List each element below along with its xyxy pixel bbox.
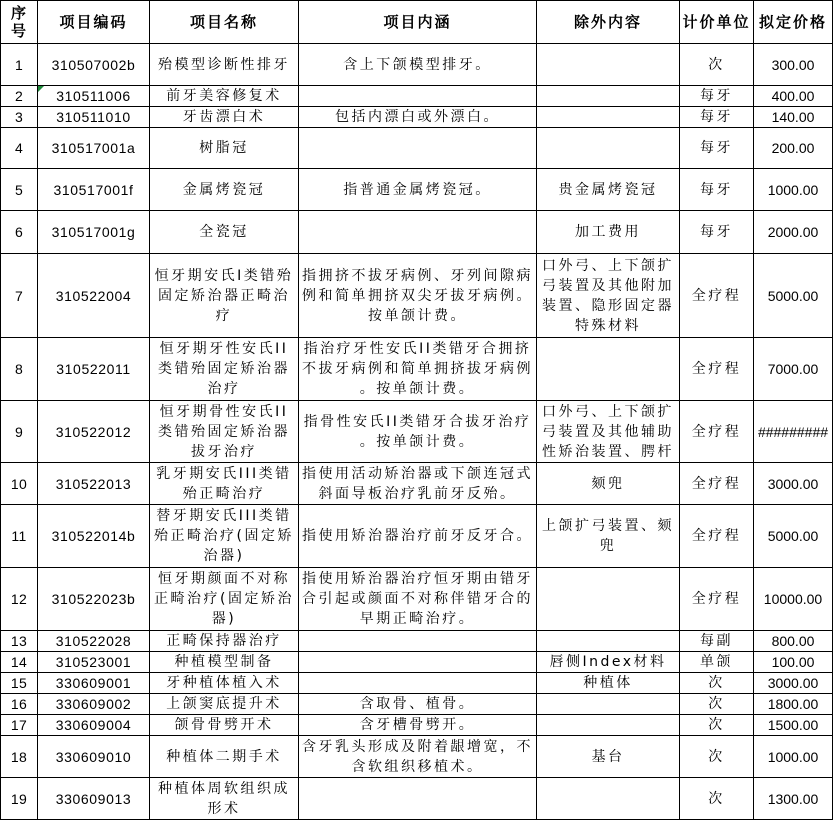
cell-no[interactable]: 14 bbox=[1, 652, 38, 673]
cell-exclusion[interactable] bbox=[537, 44, 680, 86]
cell-exclusion[interactable]: 上颌扩弓装置、颏 兜 bbox=[537, 505, 680, 568]
table-row bbox=[1, 44, 833, 86]
cell-content[interactable] bbox=[299, 211, 537, 254]
cell-no[interactable]: 10 bbox=[1, 463, 38, 505]
header-exclusion[interactable]: 除外内容 bbox=[537, 1, 680, 44]
cell-name[interactable]: 金属烤瓷冠 bbox=[150, 169, 299, 211]
header-content[interactable]: 项目内涵 bbox=[299, 1, 537, 44]
cell-unit[interactable]: 每牙 bbox=[680, 107, 754, 128]
cell-no[interactable]: 7 bbox=[1, 254, 38, 338]
cell-exclusion[interactable]: 种植体 bbox=[537, 673, 680, 694]
cell-no[interactable]: 6 bbox=[1, 211, 38, 254]
cell-no[interactable]: 12 bbox=[1, 568, 38, 631]
cell-exclusion[interactable] bbox=[537, 631, 680, 652]
cell-name[interactable]: 恒牙期骨性安氏II 类错殆固定矫治器 拔牙治疗 bbox=[150, 401, 299, 463]
cell-no[interactable]: 2 bbox=[1, 86, 38, 107]
cell-unit[interactable]: 次 bbox=[680, 736, 754, 778]
cell-no[interactable]: 9 bbox=[1, 401, 38, 463]
cell-name[interactable]: 种植体周软组织成 形术 bbox=[150, 778, 299, 820]
header-no-label: 序号 bbox=[11, 4, 29, 40]
cell-code[interactable]: 310517001g bbox=[38, 211, 150, 254]
cell-content[interactable] bbox=[299, 631, 537, 652]
header-no[interactable] bbox=[1, 1, 38, 44]
header-name[interactable]: 项目名称 bbox=[150, 1, 299, 44]
cell-code[interactable]: 330609001 bbox=[38, 673, 150, 694]
cell-exclusion[interactable]: 口外弓、上下颌扩 弓装置及其他辅助 性矫治装置、腭杆 bbox=[537, 401, 680, 463]
cell-no[interactable]: 11 bbox=[1, 505, 38, 568]
cell-unit[interactable]: 全疗程 bbox=[680, 401, 754, 463]
cell-no[interactable]: 5 bbox=[1, 169, 38, 211]
cell-code[interactable]: 330609010 bbox=[38, 736, 150, 778]
cell-code[interactable]: 310523001 bbox=[38, 652, 150, 673]
cell-code[interactable]: 310517001a bbox=[38, 128, 150, 169]
cell-code[interactable]: 310522011 bbox=[38, 338, 150, 401]
table-row bbox=[1, 169, 833, 211]
cell-exclusion[interactable]: 基台 bbox=[537, 736, 680, 778]
cell-price[interactable]: 100.00 bbox=[754, 652, 833, 673]
cell-name[interactable]: 恒牙期安氏I类错殆 固定矫治器正畸治 疗 bbox=[150, 254, 299, 338]
table-row bbox=[1, 778, 833, 820]
cell-unit[interactable]: 全疗程 bbox=[680, 463, 754, 505]
cell-content[interactable]: 包括内漂白或外漂白。 bbox=[299, 107, 537, 128]
table-row bbox=[1, 401, 833, 463]
cell-name[interactable]: 恒牙期颜面不对称 正畸治疗(固定矫治 器) bbox=[150, 568, 299, 631]
cell-exclusion[interactable] bbox=[537, 107, 680, 128]
cell-no[interactable]: 15 bbox=[1, 673, 38, 694]
cell-name[interactable]: 恒牙期牙性安氏II 类错殆固定矫治器 治疗 bbox=[150, 338, 299, 401]
cell-price[interactable]: 10000.00 bbox=[754, 568, 833, 631]
cell-price[interactable]: 1000.00 bbox=[754, 169, 833, 211]
cell-exclusion[interactable] bbox=[537, 778, 680, 820]
cell-price[interactable]: 7000.00 bbox=[754, 338, 833, 401]
cell-code[interactable]: 310522028 bbox=[38, 631, 150, 652]
cell-no[interactable]: 13 bbox=[1, 631, 38, 652]
cell-unit[interactable]: 每牙 bbox=[680, 169, 754, 211]
table-row bbox=[1, 652, 833, 673]
cell-name[interactable]: 上颌窦底提升术 bbox=[150, 694, 299, 715]
error-indicator-icon bbox=[38, 86, 44, 92]
cell-code[interactable]: 310522014b bbox=[38, 505, 150, 568]
header-row bbox=[1, 1, 833, 44]
cell-price[interactable]: 3000.00 bbox=[754, 463, 833, 505]
cell-name[interactable]: 颌骨骨劈开术 bbox=[150, 715, 299, 736]
cell-content[interactable]: 含上下颌模型排牙。 bbox=[299, 44, 537, 86]
cell-code[interactable]: 310522012 bbox=[38, 401, 150, 463]
cell-exclusion[interactable]: 加工费用 bbox=[537, 211, 680, 254]
cell-content[interactable]: 指拥挤不拔牙病例、牙列间隙病 例和简单拥挤双尖牙拔牙病例。 按单颌计费。 bbox=[299, 254, 537, 338]
cell-content[interactable]: 指普通金属烤瓷冠。 bbox=[299, 169, 537, 211]
cell-exclusion[interactable]: 口外弓、上下颌扩 弓装置及其他附加 装置、隐形固定器 特殊材料 bbox=[537, 254, 680, 338]
table-row bbox=[1, 128, 833, 169]
cell-code[interactable]: 310517001f bbox=[38, 169, 150, 211]
cell-name[interactable]: 殆模型诊断性排牙 bbox=[150, 44, 299, 86]
cell-code[interactable]: 310522023b bbox=[38, 568, 150, 631]
cell-unit[interactable]: 次 bbox=[680, 694, 754, 715]
cell-unit[interactable]: 次 bbox=[680, 778, 754, 820]
cell-unit[interactable]: 全疗程 bbox=[680, 568, 754, 631]
cell-price[interactable]: 300.00 bbox=[754, 44, 833, 86]
cell-content[interactable] bbox=[299, 86, 537, 107]
cell-content[interactable]: 指使用活动矫治器或下颌连冠式 斜面导板治疗乳前牙反殆。 bbox=[299, 463, 537, 505]
table-row bbox=[1, 338, 833, 401]
cell-name[interactable]: 树脂冠 bbox=[150, 128, 299, 169]
cell-code[interactable]: 310507002b bbox=[38, 44, 150, 86]
cell-exclusion[interactable] bbox=[537, 715, 680, 736]
cell-name[interactable]: 牙齿漂白术 bbox=[150, 107, 299, 128]
cell-name[interactable]: 正畸保持器治疗 bbox=[150, 631, 299, 652]
cell-code[interactable]: 310511010 bbox=[38, 107, 150, 128]
table-row bbox=[1, 107, 833, 128]
cell-no[interactable]: 4 bbox=[1, 128, 38, 169]
cell-price[interactable]: ######### bbox=[754, 401, 833, 463]
cell-name[interactable]: 牙种植体植入术 bbox=[150, 673, 299, 694]
header-code[interactable]: 项目编码 bbox=[38, 1, 150, 44]
cell-unit[interactable]: 每牙 bbox=[680, 128, 754, 169]
cell-unit[interactable]: 每牙 bbox=[680, 86, 754, 107]
cell-code[interactable]: 310522013 bbox=[38, 463, 150, 505]
cell-unit[interactable]: 次 bbox=[680, 715, 754, 736]
cell-price[interactable]: 3000.00 bbox=[754, 673, 833, 694]
cell-code[interactable]: 330609004 bbox=[38, 715, 150, 736]
cell-content[interactable] bbox=[299, 128, 537, 169]
cell-content[interactable] bbox=[299, 673, 537, 694]
cell-exclusion[interactable]: 唇侧Index材料 bbox=[537, 652, 680, 673]
cell-exclusion[interactable] bbox=[537, 128, 680, 169]
table-row bbox=[1, 211, 833, 254]
cell-unit[interactable]: 次 bbox=[680, 44, 754, 86]
table-row bbox=[1, 254, 833, 338]
cell-name[interactable]: 前牙美容修复术 bbox=[150, 86, 299, 107]
cell-price[interactable]: 400.00 bbox=[754, 86, 833, 107]
cell-price[interactable]: 140.00 bbox=[754, 107, 833, 128]
cell-price[interactable]: 800.00 bbox=[754, 631, 833, 652]
table-row bbox=[1, 463, 833, 505]
cell-price[interactable]: 1500.00 bbox=[754, 715, 833, 736]
table-row bbox=[1, 694, 833, 715]
cell-exclusion[interactable]: 贵金属烤瓷冠 bbox=[537, 169, 680, 211]
cell-price[interactable]: 5000.00 bbox=[754, 254, 833, 338]
cell-no[interactable]: 16 bbox=[1, 694, 38, 715]
cell-content[interactable]: 含牙槽骨劈开。 bbox=[299, 715, 537, 736]
header-unit[interactable]: 计价单位 bbox=[680, 1, 754, 44]
table-row bbox=[1, 736, 833, 778]
cell-unit[interactable]: 全疗程 bbox=[680, 254, 754, 338]
table-row bbox=[1, 505, 833, 568]
cell-content[interactable]: 指骨性安氏II类错牙合拔牙治疗 。按单颌计费。 bbox=[299, 401, 537, 463]
cell-code[interactable]: 330609013 bbox=[38, 778, 150, 820]
cell-no[interactable]: 19 bbox=[1, 778, 38, 820]
cell-code[interactable]: 330609002 bbox=[38, 694, 150, 715]
cell-price[interactable]: 5000.00 bbox=[754, 505, 833, 568]
cell-exclusion[interactable] bbox=[537, 568, 680, 631]
cell-name[interactable]: 种植体二期手术 bbox=[150, 736, 299, 778]
cell-no[interactable]: 8 bbox=[1, 338, 38, 401]
cell-price[interactable]: 2000.00 bbox=[754, 211, 833, 254]
cell-no[interactable]: 3 bbox=[1, 107, 38, 128]
table-row bbox=[1, 568, 833, 631]
cell-exclusion[interactable] bbox=[537, 338, 680, 401]
cell-unit[interactable]: 单颌 bbox=[680, 652, 754, 673]
cell-no[interactable]: 18 bbox=[1, 736, 38, 778]
cell-code[interactable]: 310522004 bbox=[38, 254, 150, 338]
cell-content[interactable] bbox=[299, 778, 537, 820]
cell-content[interactable] bbox=[299, 652, 537, 673]
cell-price[interactable]: 200.00 bbox=[754, 128, 833, 169]
cell-exclusion[interactable] bbox=[537, 694, 680, 715]
table-row bbox=[1, 86, 833, 107]
cell-name[interactable]: 种植模型制备 bbox=[150, 652, 299, 673]
cell-price[interactable]: 1300.00 bbox=[754, 778, 833, 820]
cell-content[interactable]: 含取骨、植骨。 bbox=[299, 694, 537, 715]
cell-code-text: 310511006 bbox=[56, 88, 131, 104]
cell-code[interactable] bbox=[38, 86, 150, 107]
cell-name[interactable]: 乳牙期安氏III类错 殆正畸治疗 bbox=[150, 463, 299, 505]
table-row bbox=[1, 631, 833, 652]
cell-content[interactable]: 指使用矫治器治疗恒牙期由错牙 合引起或颜面不对称伴错牙合的 早期正畸治疗。 bbox=[299, 568, 537, 631]
table-row bbox=[1, 715, 833, 736]
cell-no[interactable]: 17 bbox=[1, 715, 38, 736]
cell-unit[interactable]: 每副 bbox=[680, 631, 754, 652]
cell-exclusion[interactable]: 颏兜 bbox=[537, 463, 680, 505]
cell-unit[interactable]: 全疗程 bbox=[680, 338, 754, 401]
cell-name[interactable]: 全瓷冠 bbox=[150, 211, 299, 254]
cell-unit[interactable]: 次 bbox=[680, 673, 754, 694]
cell-unit[interactable]: 每牙 bbox=[680, 211, 754, 254]
cell-content[interactable]: 指使用矫治器治疗前牙反牙合。 bbox=[299, 505, 537, 568]
cell-unit[interactable]: 全疗程 bbox=[680, 505, 754, 568]
cell-name[interactable]: 替牙期安氏III类错 殆正畸治疗(固定矫 治器) bbox=[150, 505, 299, 568]
cell-no[interactable]: 1 bbox=[1, 44, 38, 86]
header-price[interactable]: 拟定价格 bbox=[754, 1, 833, 44]
cell-content[interactable]: 指治疗牙性安氏II类错牙合拥挤 不拔牙病例和简单拥挤拔牙病例 。按单颌计费。 bbox=[299, 338, 537, 401]
table-row bbox=[1, 673, 833, 694]
cell-exclusion[interactable] bbox=[537, 86, 680, 107]
cell-content[interactable]: 含牙乳头形成及附着龈增宽，不 含软组织移植术。 bbox=[299, 736, 537, 778]
cell-price[interactable]: 1800.00 bbox=[754, 694, 833, 715]
cell-price[interactable]: 1000.00 bbox=[754, 736, 833, 778]
